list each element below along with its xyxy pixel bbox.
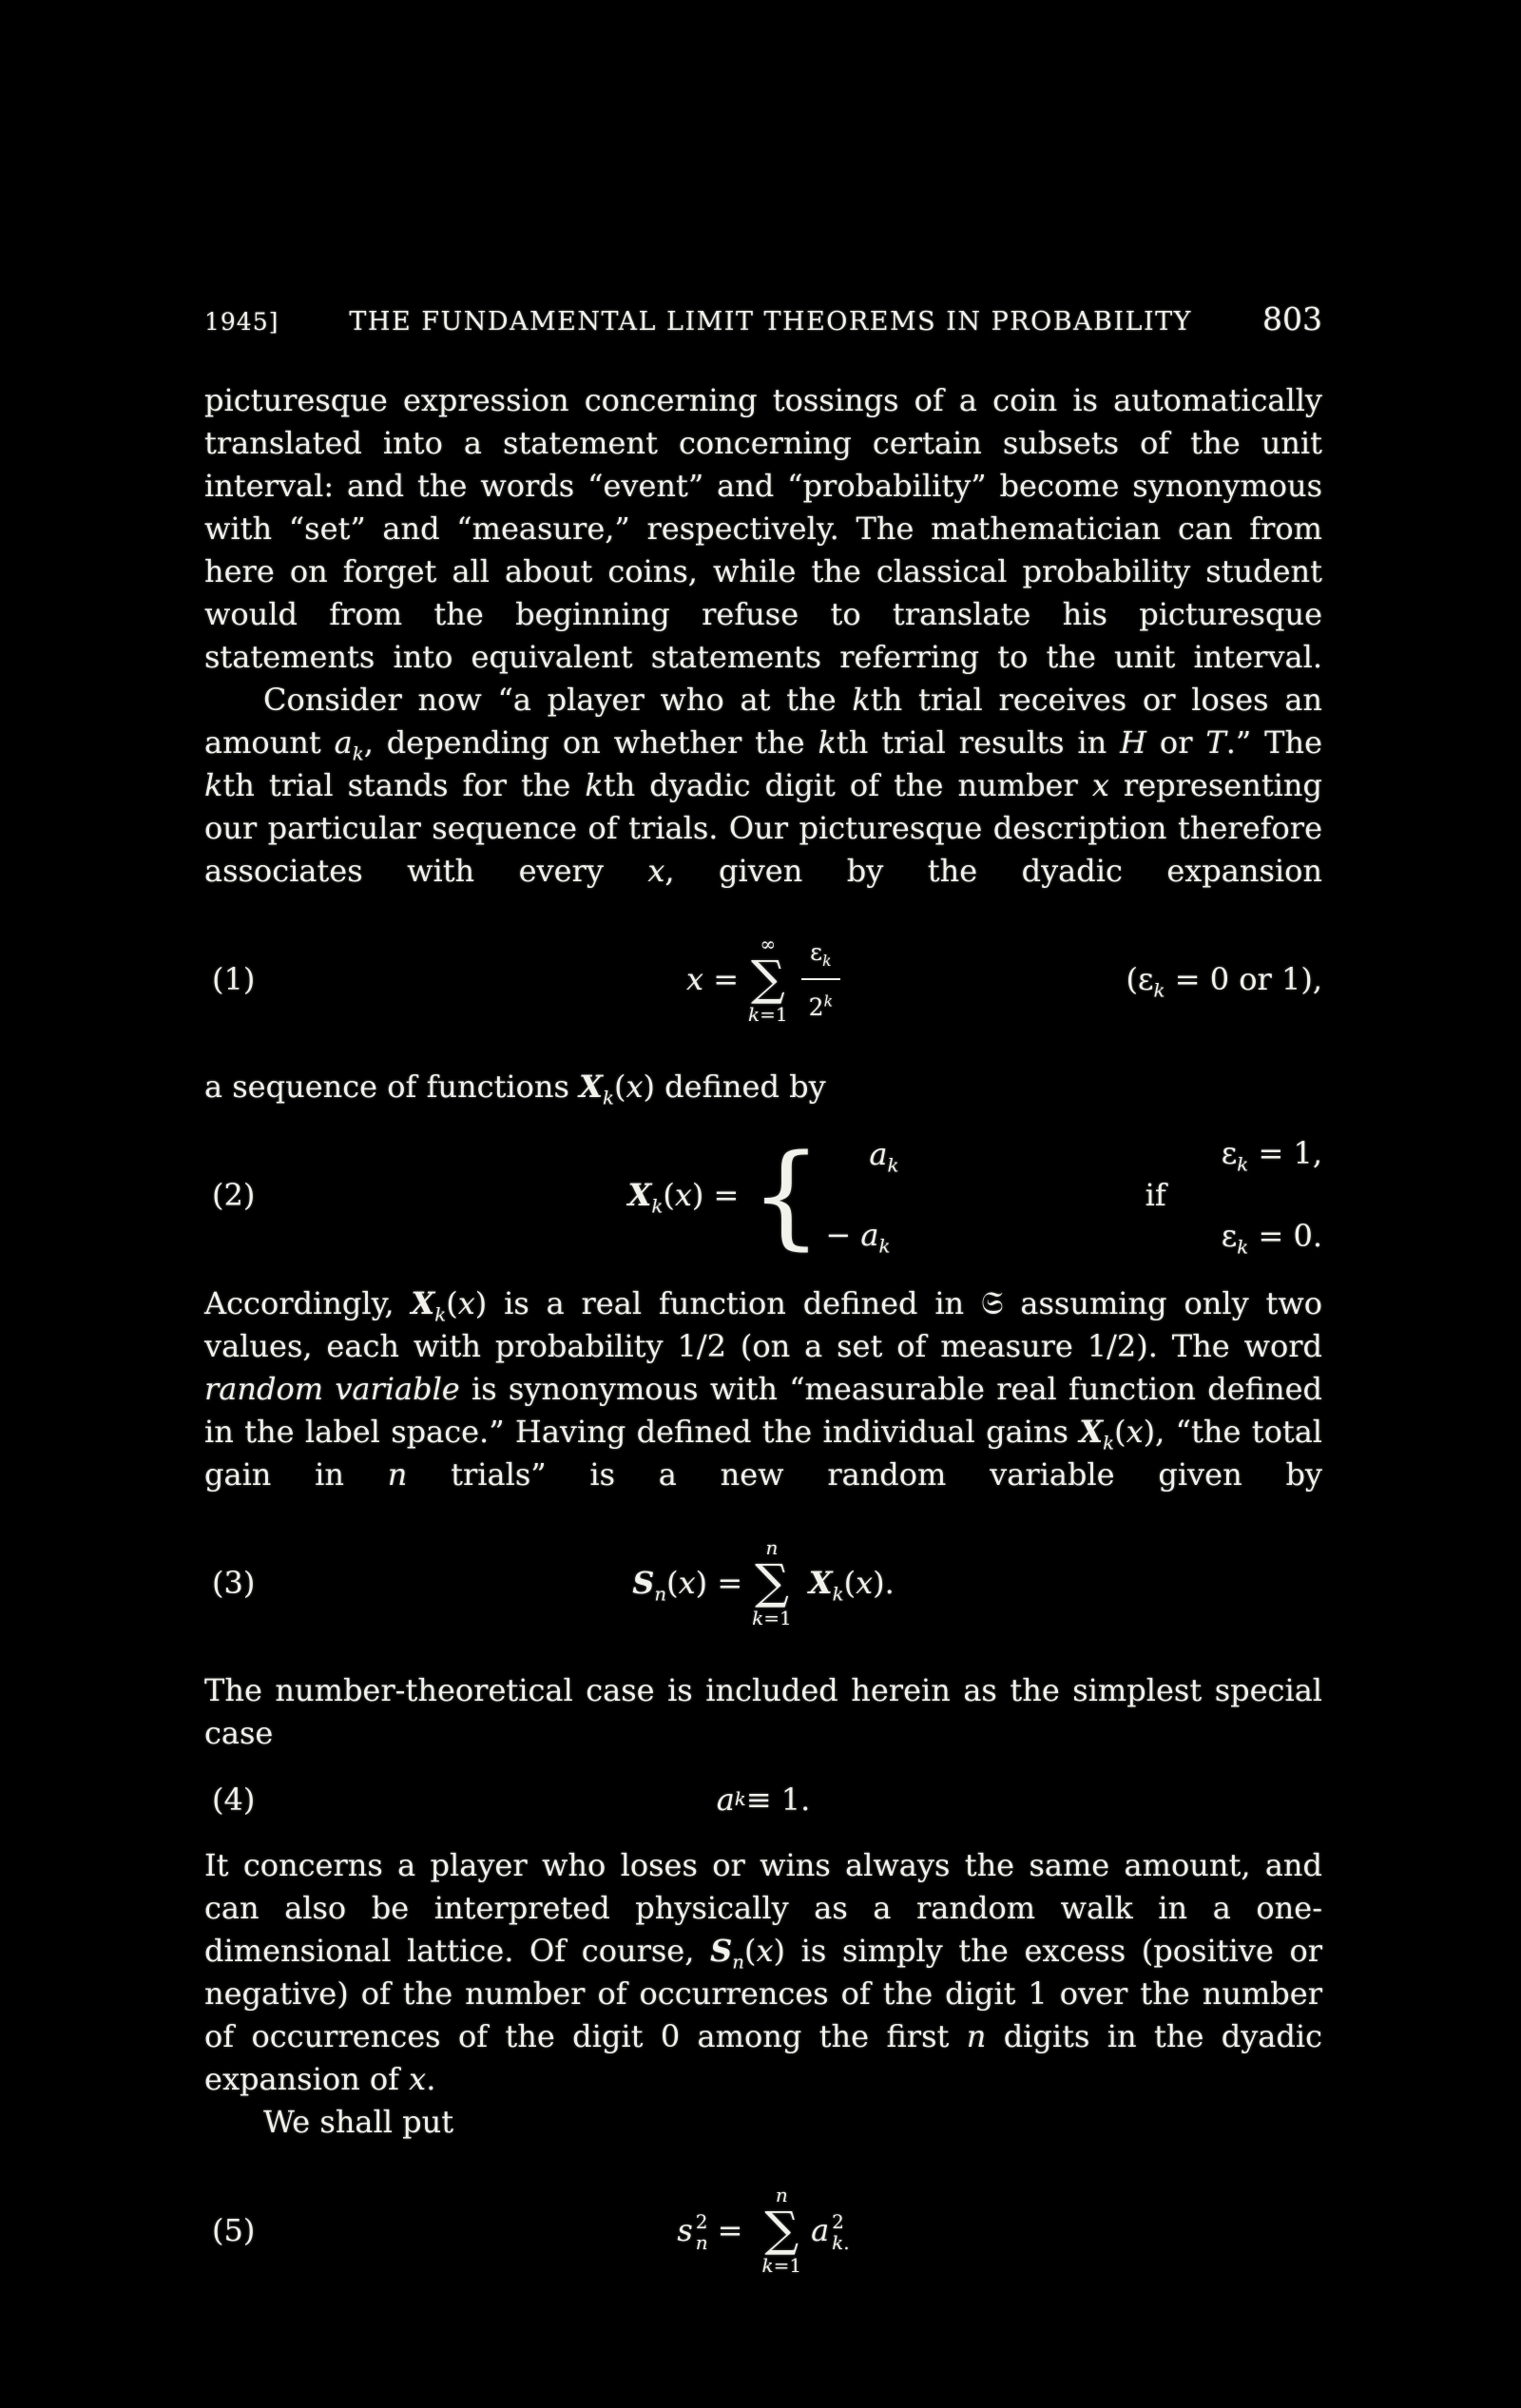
- paragraph-7: We shall put: [263, 2104, 454, 2140]
- rhs-subscript: k.: [832, 2231, 850, 2254]
- equation-3: [204, 1512, 1322, 1654]
- equation-2-lhs: $X_k(x)$ =: [627, 1176, 740, 1217]
- lhs-subscript: n: [695, 2231, 708, 2254]
- sum-lower-limit: k=1: [761, 2254, 802, 2278]
- sum-lower-limit: k=1: [752, 1607, 792, 1630]
- paragraph-5: The number-theoretical case is included herein as the simplest special case: [204, 1672, 1322, 1751]
- equation-1-number: (1): [212, 960, 256, 997]
- equation-1-side-condition: ($\varepsilon_k = 0$ or 1),: [1126, 960, 1322, 1001]
- equation-3-rhs: $X_k(x)$.: [808, 1564, 895, 1605]
- equation-5-number: (5): [212, 2211, 256, 2248]
- equation-1-formula: [686, 931, 840, 1029]
- case-bottom: − $a_k$: [825, 1217, 891, 1258]
- paragraph-4: Accordingly, $X_k(x)$ is a real function defined in 𝔖 assuming only two values, each with probability 1/2 (on a set of measure 1/2). The word random variable is synonymous with “measurable real function defined in the label space.” Having defined the individual gains $X_k(x)$, “the total gain in n trials” is a new random variable given by: [204, 1284, 1323, 1493]
- fraction-numerator: $\varepsilon_k$: [810, 937, 832, 970]
- fraction: [801, 931, 840, 1029]
- sum-upper-limit: n: [775, 2183, 788, 2206]
- summation-3: [752, 1535, 792, 1630]
- if-label: if: [1145, 1176, 1166, 1213]
- running-header: [204, 300, 1322, 337]
- paragraph-2: Consider now “a player who at the kth trial receives or loses an amount $a_k$, depending on whether the kth trial results in H or T.” The kth trial stands for the kth dyadic digit of the number x representing our particular sequence of trials. Our picturesque description therefore associates with every x, given by the dyadic expansion: [204, 682, 1323, 889]
- equation-4-number: (4): [212, 1781, 256, 1818]
- equation-5-rhs-base: a: [811, 2211, 830, 2248]
- rhs-scripts: [832, 2211, 849, 2253]
- summation-5: [761, 2183, 802, 2278]
- sum-upper-limit: n: [765, 1535, 779, 1559]
- equation-2-number: (2): [212, 1176, 256, 1213]
- fraction-denominator: 2$^k$: [801, 978, 840, 1029]
- equation-1-lhs: x =: [686, 960, 740, 997]
- equation-2-conditions: [1146, 1132, 1322, 1258]
- equation-4: [204, 1770, 1322, 1829]
- paragraph-6: It concerns a player who loses or wins always the same amount, and can also be interpreted physically as a random walk in a one-dimensional lattice. Of course, $S_n(x)$ is simply the excess (positive or negative) of the number of occurrences of the digit 1 over the number of occurrences of the digit 0 among the first n digits in the dyadic expansion of x.: [204, 1847, 1323, 2097]
- equation-2: [204, 1124, 1322, 1266]
- rhs-superscript: 2: [832, 2210, 844, 2233]
- paragraph-3: a sequence of functions $X_k(x)$ defined by: [204, 1069, 826, 1109]
- equation-4-formula: a k ≡ 1.: [716, 1781, 811, 1818]
- page-number: 803: [1262, 300, 1322, 337]
- lhs-scripts: [696, 2211, 708, 2253]
- equation-3-number: (3): [212, 1564, 256, 1601]
- equation-5: [204, 2159, 1322, 2302]
- case-top: $a_k$: [869, 1136, 899, 1177]
- sigma-symbol: ∑: [755, 1553, 789, 1609]
- issue-year: 1945]: [204, 308, 279, 336]
- equation-1: [204, 908, 1322, 1050]
- cases-values: [825, 1133, 898, 1257]
- equation-5-lhs-base: s: [677, 2211, 693, 2248]
- condition-top: $\varepsilon_k = 1$,: [1221, 1135, 1322, 1176]
- page-content: [204, 300, 1322, 2317]
- equation-3-lhs: $S_n(x)$ =: [632, 1564, 743, 1605]
- equation-2-formula: [627, 1129, 899, 1261]
- condition-stack: [1222, 1132, 1322, 1258]
- sigma-symbol: ∑: [764, 2201, 799, 2257]
- summation-1: [748, 934, 788, 1025]
- article-body: [204, 379, 1322, 2302]
- equation-5-formula: [677, 2183, 850, 2278]
- equals-sign: =: [717, 2211, 743, 2248]
- sigma-symbol: ∑: [751, 950, 785, 1006]
- lhs-superscript: 2: [695, 2210, 708, 2233]
- condition-bottom: $\varepsilon_k = 0$.: [1221, 1218, 1322, 1259]
- article-title: THE FUNDAMENTAL LIMIT THEOREMS IN PROBABILITY: [349, 307, 1192, 337]
- equation-3-formula: [632, 1535, 895, 1630]
- cases-brace: {: [750, 1129, 822, 1261]
- paragraph-1: picturesque expression concerning tossings of a coin is automatically translated into a statement concerning certain subsets of the unit interval: and the words “event” and “probability” become synonymous with “set” and “measure,” respectively. The mathematician can from here on forget all about coins, while the classical probability student would from the beginning refuse to translate his picturesque statements into equivalent statements referring to the unit interval.: [204, 382, 1322, 675]
- sum-lower-limit: k=1: [748, 1003, 788, 1027]
- sum-upper-limit: ∞: [760, 932, 777, 955]
